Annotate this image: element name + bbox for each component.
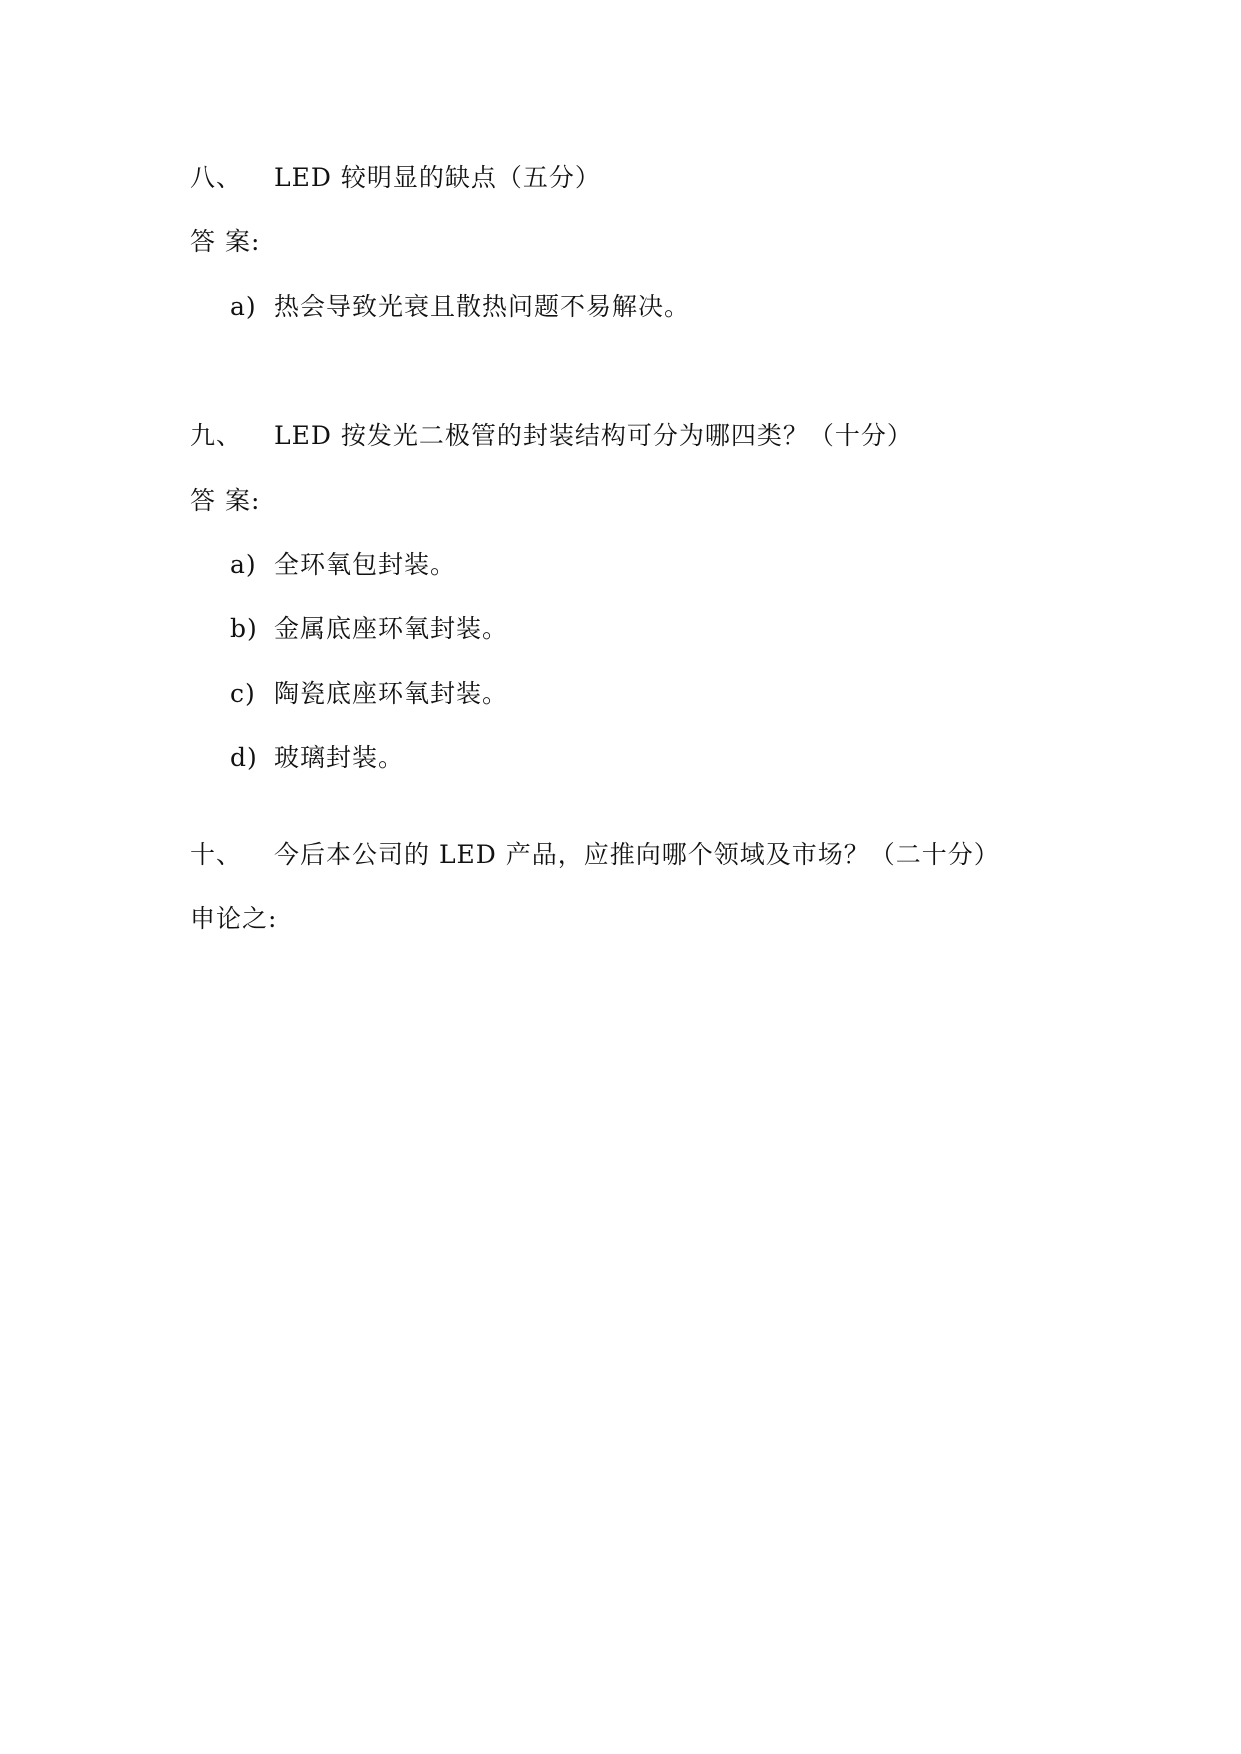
question-10-title: 今后本公司的 LED 产品，应推向哪个领域及市场？（二十分）: [274, 840, 1000, 869]
question-8-number: 八、: [190, 163, 243, 192]
question-8-item-a-mark: a): [230, 292, 257, 321]
question-9-item-b-text: 金属底座环氧封装。: [274, 614, 509, 643]
question-9-item-a-text: 全环氧包封装。: [274, 550, 457, 579]
question-9-item-d-mark: d): [230, 743, 258, 772]
question-9-title: LED 按发光二极管的封装结构可分为哪四类？（十分）: [274, 421, 913, 450]
question-9-number: 九、: [190, 421, 243, 450]
question-9-item-a-mark: a): [230, 550, 257, 579]
question-10-essay-label: 申论之:: [190, 904, 278, 933]
question-9-answer-label: 答 案:: [190, 486, 261, 515]
question-8-title: LED 较明显的缺点（五分）: [274, 163, 601, 192]
question-9-item-c-mark: c): [230, 679, 256, 708]
question-9-item-d-text: 玻璃封装。: [274, 743, 405, 772]
question-9-item-c-text: 陶瓷底座环氧封装。: [274, 679, 509, 708]
question-10-number: 十、: [190, 840, 243, 869]
question-9-item-b-mark: b): [230, 614, 258, 643]
question-8-item-a-text: 热会导致光衰且散热问题不易解决。: [274, 292, 691, 321]
question-8-answer-label: 答 案:: [190, 227, 261, 256]
